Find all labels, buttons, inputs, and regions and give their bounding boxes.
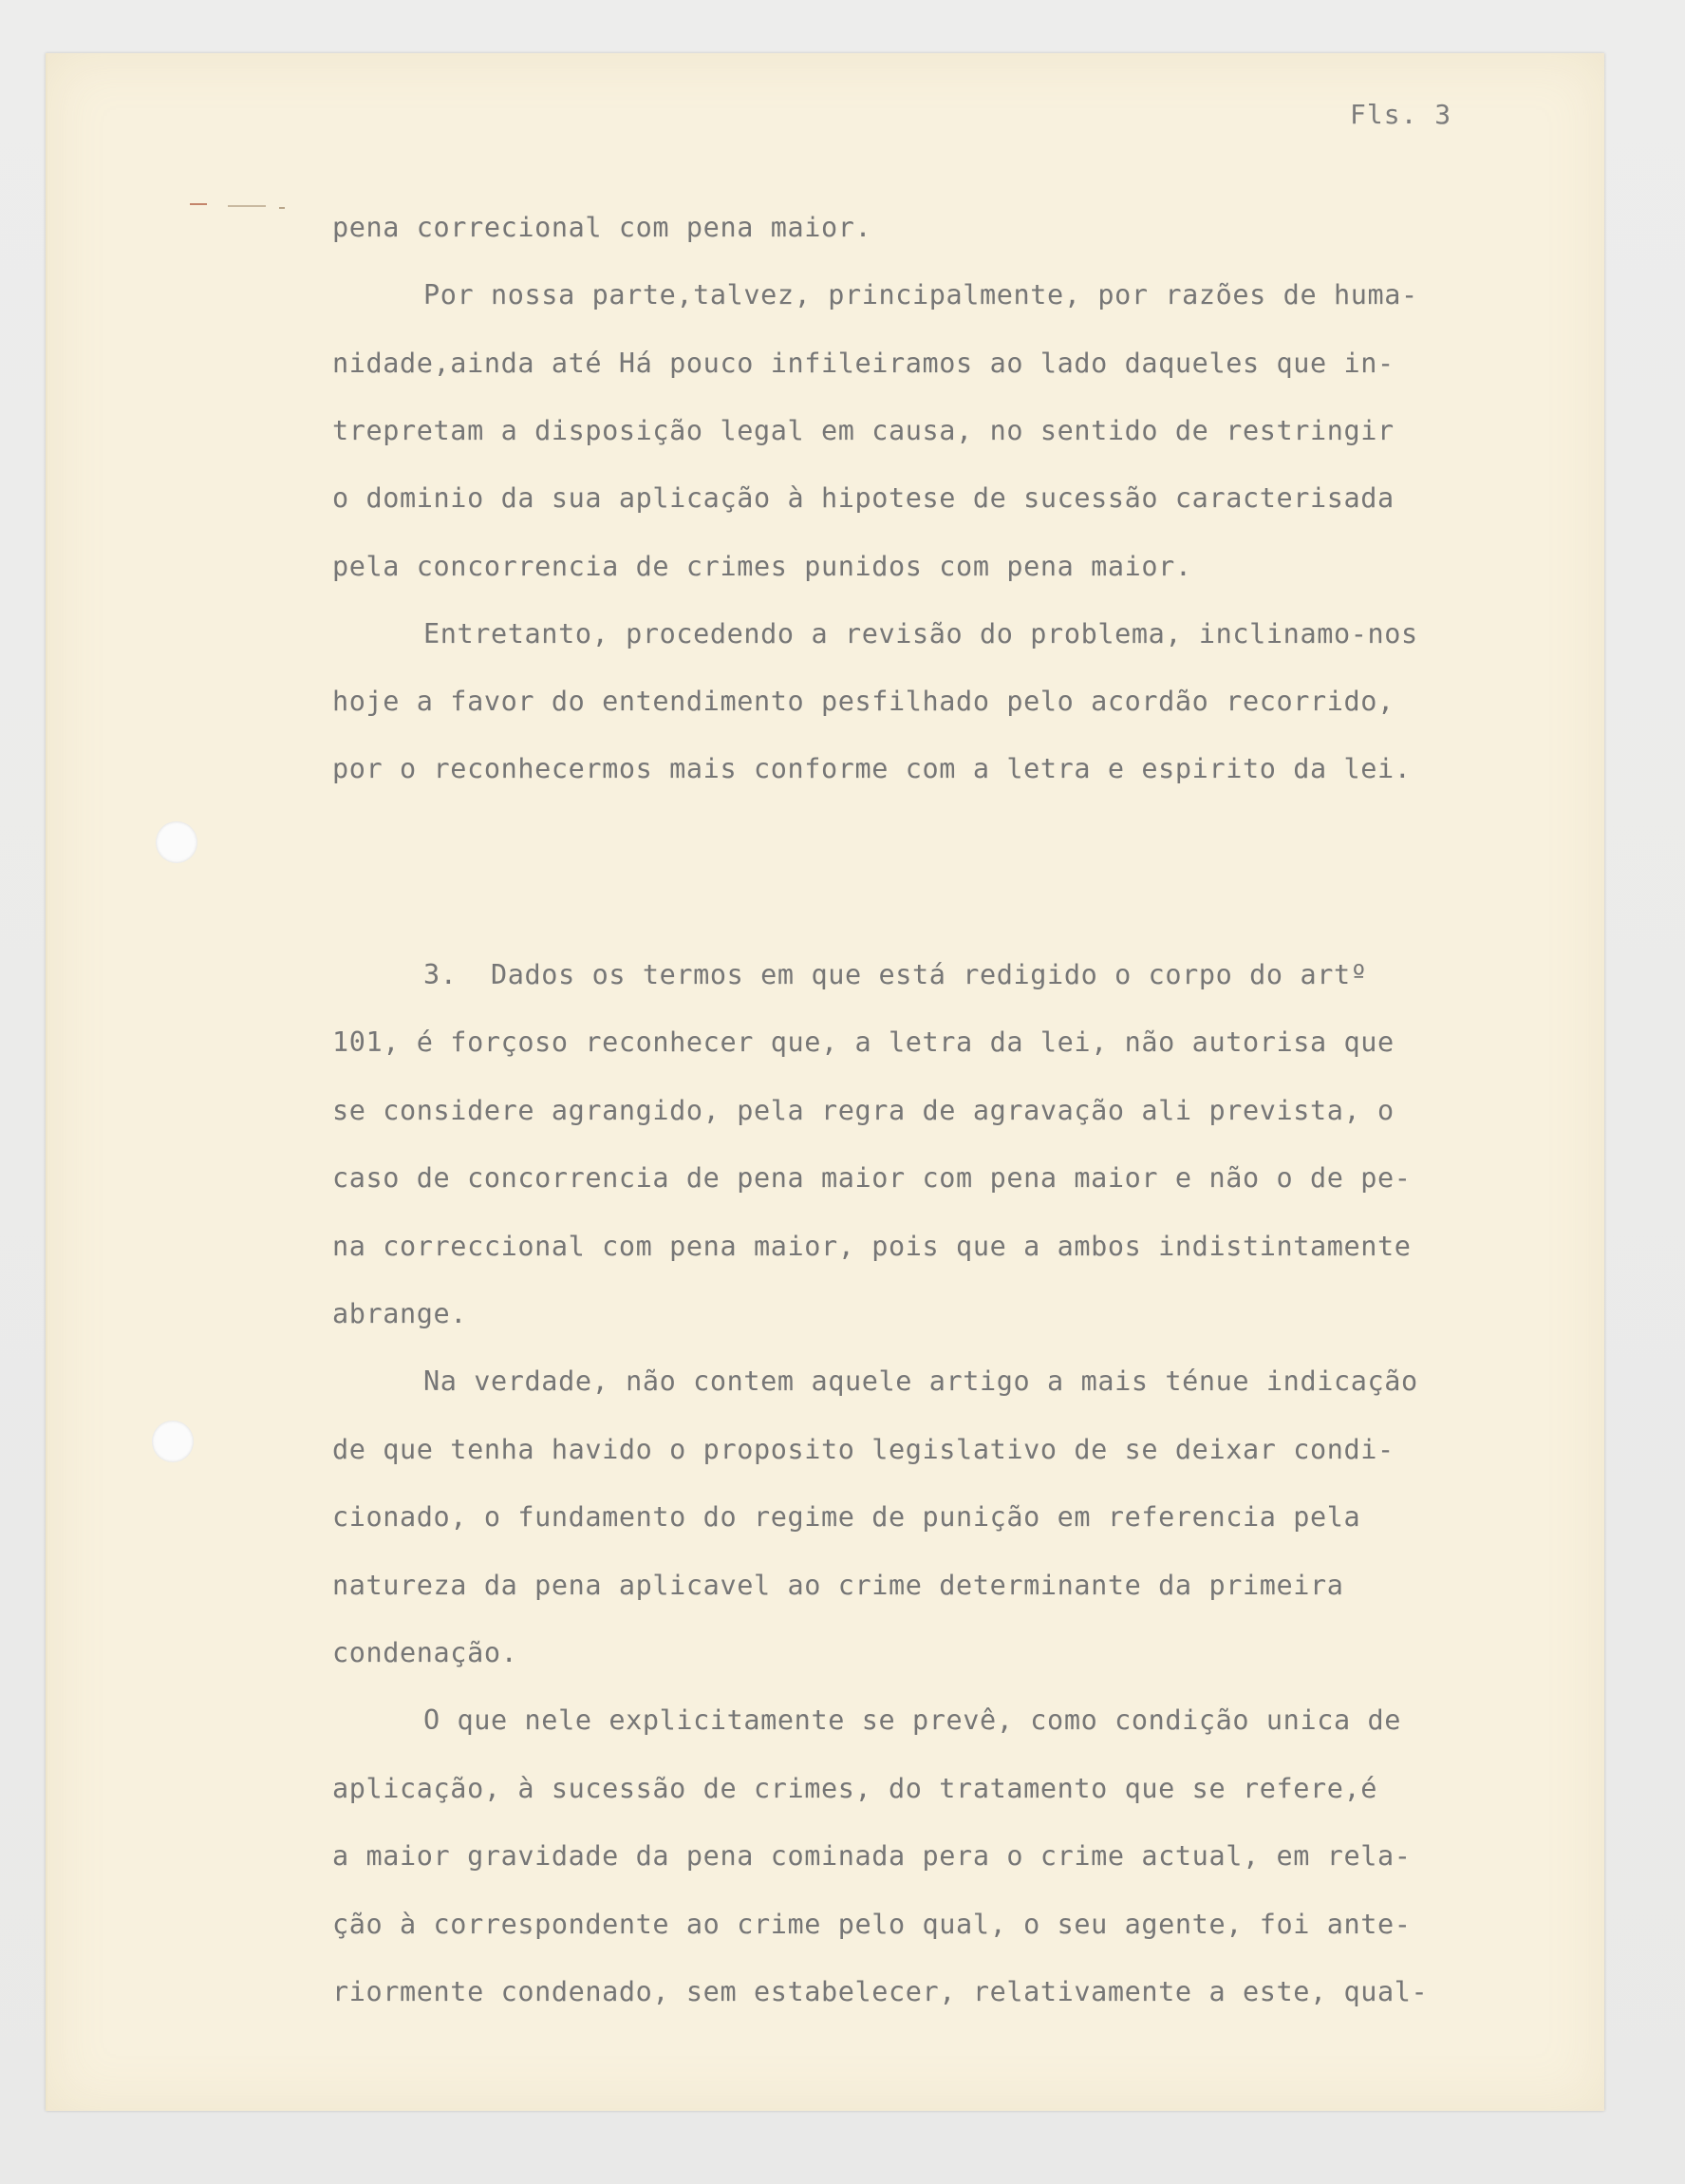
text-line: riormente condenado, sem estabelecer, relativamente a este, qual- — [332, 1976, 1429, 2007]
text-line: nidade,ainda até Há pouco infileiramos ao lado daqueles que in- — [332, 348, 1395, 379]
text-line: O que nele explicitamente se prevê, como condição unica de — [423, 1704, 1401, 1736]
text-line: abrange. — [332, 1298, 468, 1329]
text-line: aplicação, à sucessão de crimes, do tratamento que se refere,é — [332, 1773, 1378, 1804]
text-line: 101, é forçoso reconhecer que, a letra da lei, não autorisa que — [332, 1026, 1395, 1058]
text-line: condenação. — [332, 1637, 518, 1668]
text-line: pena correcional com pena maior. — [332, 212, 872, 243]
text-line: caso de concorrencia de pena maior com pena maior e não o de pe- — [332, 1162, 1412, 1194]
folio-number: Fls. 3 — [1350, 99, 1452, 130]
text-line: Por nossa parte,talvez, principalmente, por razões de huma- — [423, 279, 1418, 311]
punch-hole-top — [156, 821, 197, 863]
text-line: pela concorrencia de crimes punidos com pena maior. — [332, 551, 1192, 582]
ink-mark — [279, 207, 285, 209]
text-line: natureza da pena aplicavel ao crime determinante da primeira — [332, 1570, 1344, 1601]
text-line: Na verdade, não contem aquele artigo a mais ténue indicação — [423, 1365, 1418, 1397]
text-line: 3. Dados os termos em que está redigido o corpo do artº — [423, 959, 1368, 990]
ink-mark — [190, 203, 207, 205]
text-line: de que tenha havido o proposito legislativo de se deixar condi- — [332, 1434, 1395, 1465]
text-line: a maior gravidade da pena cominada pera o crime actual, em rela- — [332, 1840, 1412, 1872]
text-line: cionado, o fundamento do regime de punição em referencia pela — [332, 1501, 1361, 1533]
text-line: hoje a favor do entendimento pesfilhado pelo acordão recorrido, — [332, 686, 1395, 717]
punch-hole-bottom — [152, 1421, 194, 1462]
text-line: Entretanto, procedendo a revisão do problema, inclinamo-nos — [423, 618, 1418, 650]
text-line: na correccional com pena maior, pois que a ambos indistintamente — [332, 1231, 1412, 1262]
text-line: se considere agrangido, pela regra de agravação ali prevista, o — [332, 1095, 1395, 1126]
text-line: o dominio da sua aplicação à hipotese de sucessão caracterisada — [332, 482, 1395, 514]
text-line: ção à correspondente ao crime pelo qual, o seu agente, foi ante- — [332, 1909, 1412, 1940]
text-line: por o reconhecermos mais conforme com a letra e espirito da lei. — [332, 753, 1412, 784]
ink-mark — [228, 205, 266, 207]
text-line: trepretam a disposição legal em causa, no sentido de restringir — [332, 415, 1395, 446]
